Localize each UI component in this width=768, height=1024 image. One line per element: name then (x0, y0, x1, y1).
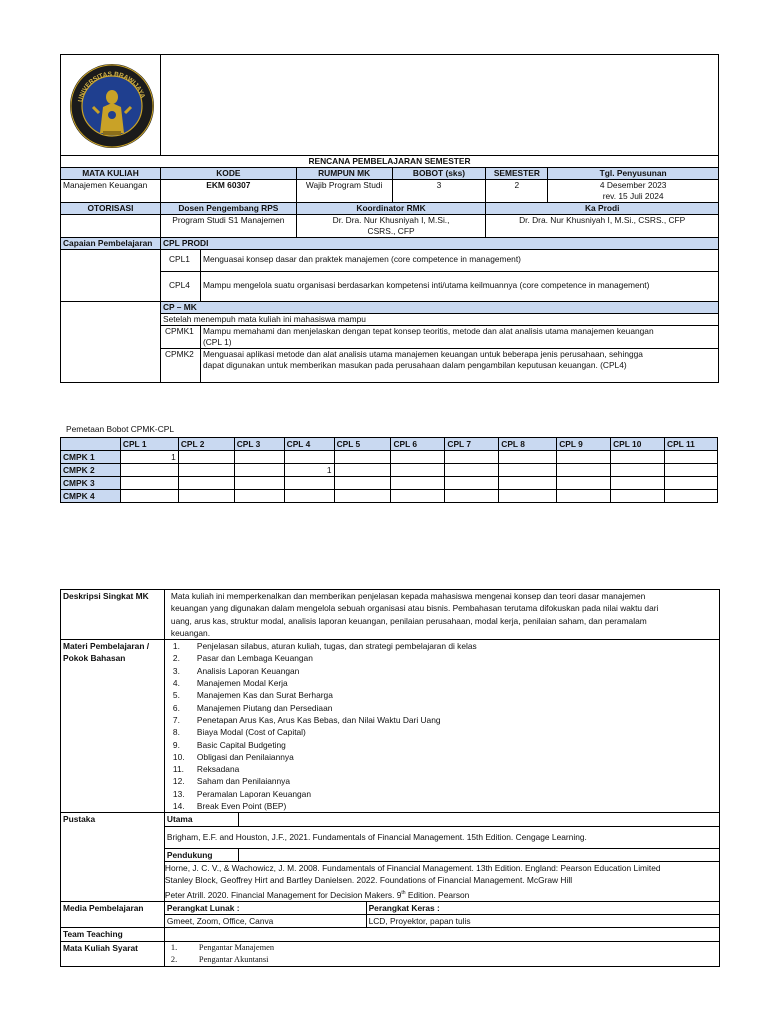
pemetaan-cell (499, 490, 557, 503)
col-rumpun-mk: RUMPUN MK (296, 168, 392, 180)
pemetaan-title: Pemetaan Bobot CPMK-CPL (66, 424, 174, 434)
pemetaan-cell (445, 477, 499, 490)
materi-list-cell (164, 640, 719, 813)
materi-label-line: Pokok Bahasan (63, 653, 126, 664)
list-item-text: Pengantar Manajemen (198, 942, 275, 952)
pemetaan-cell (334, 451, 391, 464)
pemetaan-cell (557, 451, 611, 464)
cpmk-line: Mampu memahami dan menjelaskan dengan tepat konsep teoritis, metode dan alat analisis utama manajemen keuangan (202, 326, 654, 336)
rps-header-table (60, 54, 719, 383)
pemetaan-col: CPL 10 (611, 438, 665, 451)
pemetaan-cell (445, 490, 499, 503)
pemetaan-corner (61, 438, 121, 451)
materi-label-line: Materi Pembelajaran / (63, 641, 150, 652)
cpmk-line: dapat digunakan untuk memberikan masukan pada perusahaan dalam pengambilan keputusan keuangan. (CPL4) (202, 360, 627, 370)
list-item-number: 2. (170, 954, 178, 964)
cpl-prodi-label: CPL PRODI (160, 238, 718, 250)
list-item-number: 10. (172, 751, 185, 762)
team-teaching-label: Team Teaching (61, 928, 165, 941)
course-code: EKM 60307 (160, 180, 296, 203)
list-item-text: Analisis Laporan Keuangan (196, 665, 300, 676)
pemetaan-col: CPL 8 (499, 438, 557, 451)
cpmk-line: Menguasai aplikasi metode dan alat analisis utama manajemen keuangan untuk beberapa jenis perusahaan, sehingga (202, 349, 643, 359)
pemetaan-cell (611, 464, 665, 477)
dosen-head: Dosen Pengembang RPS (160, 203, 296, 215)
list-item (167, 954, 717, 966)
utama-blank (238, 813, 719, 826)
list-item-number: 2. (172, 653, 180, 664)
materi-label (61, 640, 165, 813)
pemetaan-cell (120, 464, 178, 477)
list-item (167, 763, 717, 775)
pemetaan-cell (234, 490, 284, 503)
cpmk-code: CPMK1 (160, 326, 200, 349)
pemetaan-cell (445, 464, 499, 477)
capaian-label: Capaian Pembelajaran (61, 238, 161, 250)
kaprodi-name: Dr. Dra. Nur Khusniyah I, M.Si., CSRS., CFP (486, 215, 719, 238)
list-item-text: Pengantar Akuntansi (198, 954, 269, 964)
otorisasi-label: OTORISASI (61, 203, 161, 215)
list-item (167, 652, 717, 664)
pemetaan-row-label: CMPK 1 (61, 451, 121, 464)
keras-value: LCD, Proyektor, papan tulis (366, 914, 719, 927)
list-item-number: 8. (172, 727, 180, 738)
list-item (167, 714, 717, 726)
utama-text: Brigham, E.F. and Houston, J.F., 2021. Fundamentals of Financial Management. 15th Edition. Cengage Learning. (164, 826, 719, 848)
list-item-text: Break Even Point (BEP) (196, 801, 287, 812)
list-item-text: Basic Capital Budgeting (196, 739, 286, 750)
list-item-text: Penjelasan silabus, aturan kuliah, tugas, dan strategi pembelajaran di kelas (196, 641, 477, 652)
pemetaan-cell (611, 477, 665, 490)
pemetaan-cell: 1 (120, 451, 178, 464)
pendukung-line-b: Edition. Pearson (405, 889, 470, 900)
media-label: Media Pembelajaran (61, 901, 165, 928)
pemetaan-cell (178, 477, 234, 490)
course-name: Manajemen Keuangan (61, 180, 161, 203)
cpmk-text (200, 349, 718, 383)
pemetaan-cell (665, 451, 718, 464)
col-kode: KODE (160, 168, 296, 180)
deskripsi-line: keuangan. (170, 627, 211, 638)
cpmk-text (200, 326, 718, 349)
deskripsi-line: uang, arus kas, struktur modal, analisis laporan keuangan, penilaian perusahaan, modal kerja, penilaian saham, dan peramalam (170, 615, 647, 626)
course-date-line2: rev. 15 Juli 2024 (602, 191, 664, 201)
list-item-text: Reksadana (196, 764, 240, 775)
lunak-value: Gmeet, Zoom, Office, Canva (164, 914, 366, 927)
course-rumpun: Wajib Program Studi (296, 180, 392, 203)
pemetaan-cell (120, 490, 178, 503)
pemetaan-cell (391, 464, 445, 477)
list-item (167, 726, 717, 738)
pemetaan-cell (284, 451, 334, 464)
pendukung-line (165, 887, 717, 901)
pemetaan-cell (499, 451, 557, 464)
list-item (167, 775, 717, 787)
pemetaan-cell (178, 490, 234, 503)
list-item (167, 751, 717, 763)
cpl-code: CPL1 (160, 250, 200, 272)
logo-text: UNIVERSITAS BRAWIJAYA (77, 70, 146, 103)
col-tgl-penyusunan: Tgl. Penyusunan (548, 168, 719, 180)
detail-table (60, 589, 720, 967)
pemetaan-cell (499, 477, 557, 490)
pemetaan-col: CPL 3 (234, 438, 284, 451)
pemetaan-cell (334, 490, 391, 503)
pemetaan-col: CPL 11 (665, 438, 718, 451)
dosen-name: Program Studi S1 Manajemen (160, 215, 296, 238)
deskripsi-text (164, 590, 719, 640)
koord-head: Koordinator RMK (296, 203, 486, 215)
pemetaan-cell (665, 477, 718, 490)
doc-title: RENCANA PEMBELAJARAN SEMESTER (61, 156, 719, 168)
list-item-number: 6. (172, 702, 180, 713)
list-item-number: 5. (172, 690, 180, 701)
pendukung-line-sup: th (401, 889, 406, 896)
list-item (167, 788, 717, 800)
col-bobot: BOBOT (sks) (392, 168, 486, 180)
cpl-text: Mampu mengelola suatu organisasi berdasarkan kompetensi inti/utama keilmuannya (core competence in management) (200, 272, 718, 302)
list-item-text: Manajemen Piutang dan Persediaan (196, 702, 333, 713)
cpmk-blank (61, 302, 161, 383)
pemetaan-cell (611, 490, 665, 503)
deskripsi-line: Mata kuliah ini memperkenalkan dan memberikan penjelasan kepada mahasiswa mengenai konsep dan teori dasar manajemen (170, 591, 646, 601)
pemetaan-cell (178, 464, 234, 477)
pemetaan-cell (391, 490, 445, 503)
list-item-text: Manajemen Modal Kerja (196, 678, 288, 689)
pemetaan-col: CPL 7 (445, 438, 499, 451)
pemetaan-row-label: CMPK 3 (61, 477, 121, 490)
pemetaan-col: CPL 2 (178, 438, 234, 451)
course-date-line1: 4 Desember 2023 (599, 180, 667, 190)
pemetaan-cell (234, 464, 284, 477)
list-item-text: Manajemen Kas dan Surat Berharga (196, 690, 333, 701)
syarat-list-cell (164, 941, 719, 967)
list-item-text: Biaya Modal (Cost of Capital) (196, 727, 306, 738)
list-item-number: 14. (172, 801, 185, 812)
cpmk-intro: Setelah menempuh mata kuliah ini mahasiswa mampu (160, 314, 718, 326)
pemetaan-cell (611, 451, 665, 464)
list-item-text: Peramalan Laporan Keuangan (196, 788, 311, 799)
pemetaan-cell (557, 477, 611, 490)
koord-line2: CSRS., CFP (367, 226, 415, 236)
capaian-blank (61, 250, 161, 302)
pendukung-label: Pendukung (164, 848, 238, 861)
pemetaan-cell (391, 451, 445, 464)
pendukung-line: Stanley Block, Geoffrey Hirt and Bartley Danielsen. 2022. Foundations of Financial Management. McGraw Hill (164, 875, 573, 886)
pemetaan-cell (284, 477, 334, 490)
team-teaching-value (164, 928, 719, 941)
list-item-text: Obligasi dan Penilaiannya (196, 751, 294, 762)
cpmk-code: CPMK2 (160, 349, 200, 383)
list-item (167, 800, 717, 812)
cpl-text: Menguasai konsep dasar dan praktek manajemen (core competence in management) (200, 250, 718, 272)
list-item (167, 702, 717, 714)
pendukung-line-a: Peter Atrill. 2020. Financial Management for Decision Makers. 9 (164, 889, 402, 900)
koord-name (296, 215, 486, 238)
syarat-label: Mata Kuliah Syarat (61, 941, 165, 967)
list-item (167, 739, 717, 751)
col-mata-kuliah: MATA KULIAH (61, 168, 161, 180)
pemetaan-cell (499, 464, 557, 477)
kaprodi-head: Ka Prodi (486, 203, 719, 215)
university-logo (69, 63, 155, 149)
list-item (167, 942, 717, 954)
pustaka-label: Pustaka (61, 813, 165, 901)
list-item (167, 689, 717, 701)
pemetaan-cell (234, 477, 284, 490)
logo-cell (61, 55, 161, 156)
pendukung-blank (238, 848, 719, 861)
list-item-number: 13. (172, 788, 185, 799)
pemetaan-cell (665, 490, 718, 503)
header-blank-cell (160, 55, 718, 156)
koord-line1: Dr. Dra. Nur Khusniyah I, M.Si., (332, 215, 450, 225)
pemetaan-cell (284, 490, 334, 503)
list-item-text: Penetapan Arus Kas, Arus Kas Bebas, dan Nilai Waktu Dari Uang (196, 714, 441, 725)
pemetaan-cell (120, 477, 178, 490)
list-item (167, 640, 717, 652)
pemetaan-cell (665, 464, 718, 477)
pemetaan-col: CPL 1 (120, 438, 178, 451)
pemetaan-cell (557, 464, 611, 477)
cpmk-line: (CPL 1) (202, 337, 232, 347)
pemetaan-cell: 1 (284, 464, 334, 477)
list-item-text: Pasar dan Lembaga Keuangan (196, 653, 313, 664)
pemetaan-cell (334, 464, 391, 477)
materi-list (167, 640, 717, 812)
pemetaan-cell (178, 451, 234, 464)
pemetaan-cell (391, 477, 445, 490)
pemetaan-table (60, 437, 718, 503)
list-item (167, 665, 717, 677)
list-item-number: 1. (172, 641, 180, 652)
utama-label: Utama (164, 813, 238, 826)
pendukung-line: Horne, J. C. V., & Wachowicz, J. M. 2008. Fundamentals of Financial Management. 13th Edition. England: Pearson Education Limited (164, 862, 661, 873)
cpl-code: CPL4 (160, 272, 200, 302)
course-date (548, 180, 719, 203)
list-item-number: 9. (172, 739, 180, 750)
list-item (167, 677, 717, 689)
pendukung-text (164, 861, 719, 901)
list-item-number: 3. (172, 665, 180, 676)
pemetaan-cell (334, 477, 391, 490)
pemetaan-col: CPL 6 (391, 438, 445, 451)
course-semester: 2 (486, 180, 548, 203)
pemetaan-col: CPL 9 (557, 438, 611, 451)
pemetaan-row-label: CMPK 2 (61, 464, 121, 477)
course-bobot: 3 (392, 180, 486, 203)
otorisasi-blank (61, 215, 161, 238)
deskripsi-line: keuangan yang digunakan dalam mengelola sebuah organisasi atau bisnis. Pembahasan terutama difokuskan pada nilai waktu dari (170, 603, 659, 614)
pemetaan-cell (445, 451, 499, 464)
pemetaan-row-label: CMPK 4 (61, 490, 121, 503)
col-semester: SEMESTER (486, 168, 548, 180)
list-item-number: 1. (170, 942, 178, 952)
list-item-number: 11. (172, 764, 184, 775)
list-item-number: 12. (172, 776, 185, 787)
keras-label: Perangkat Keras : (366, 901, 719, 914)
pemetaan-col: CPL 4 (284, 438, 334, 451)
cpmk-label: CP – MK (160, 302, 718, 314)
pemetaan-col: CPL 5 (334, 438, 391, 451)
list-item-number: 4. (172, 678, 180, 689)
list-item-text: Saham dan Penilaiannya (196, 776, 291, 787)
pemetaan-cell (557, 490, 611, 503)
list-item-number: 7. (172, 714, 180, 725)
pemetaan-cell (234, 451, 284, 464)
deskripsi-label: Deskripsi Singkat MK (61, 590, 165, 640)
lunak-label: Perangkat Lunak : (164, 901, 366, 914)
